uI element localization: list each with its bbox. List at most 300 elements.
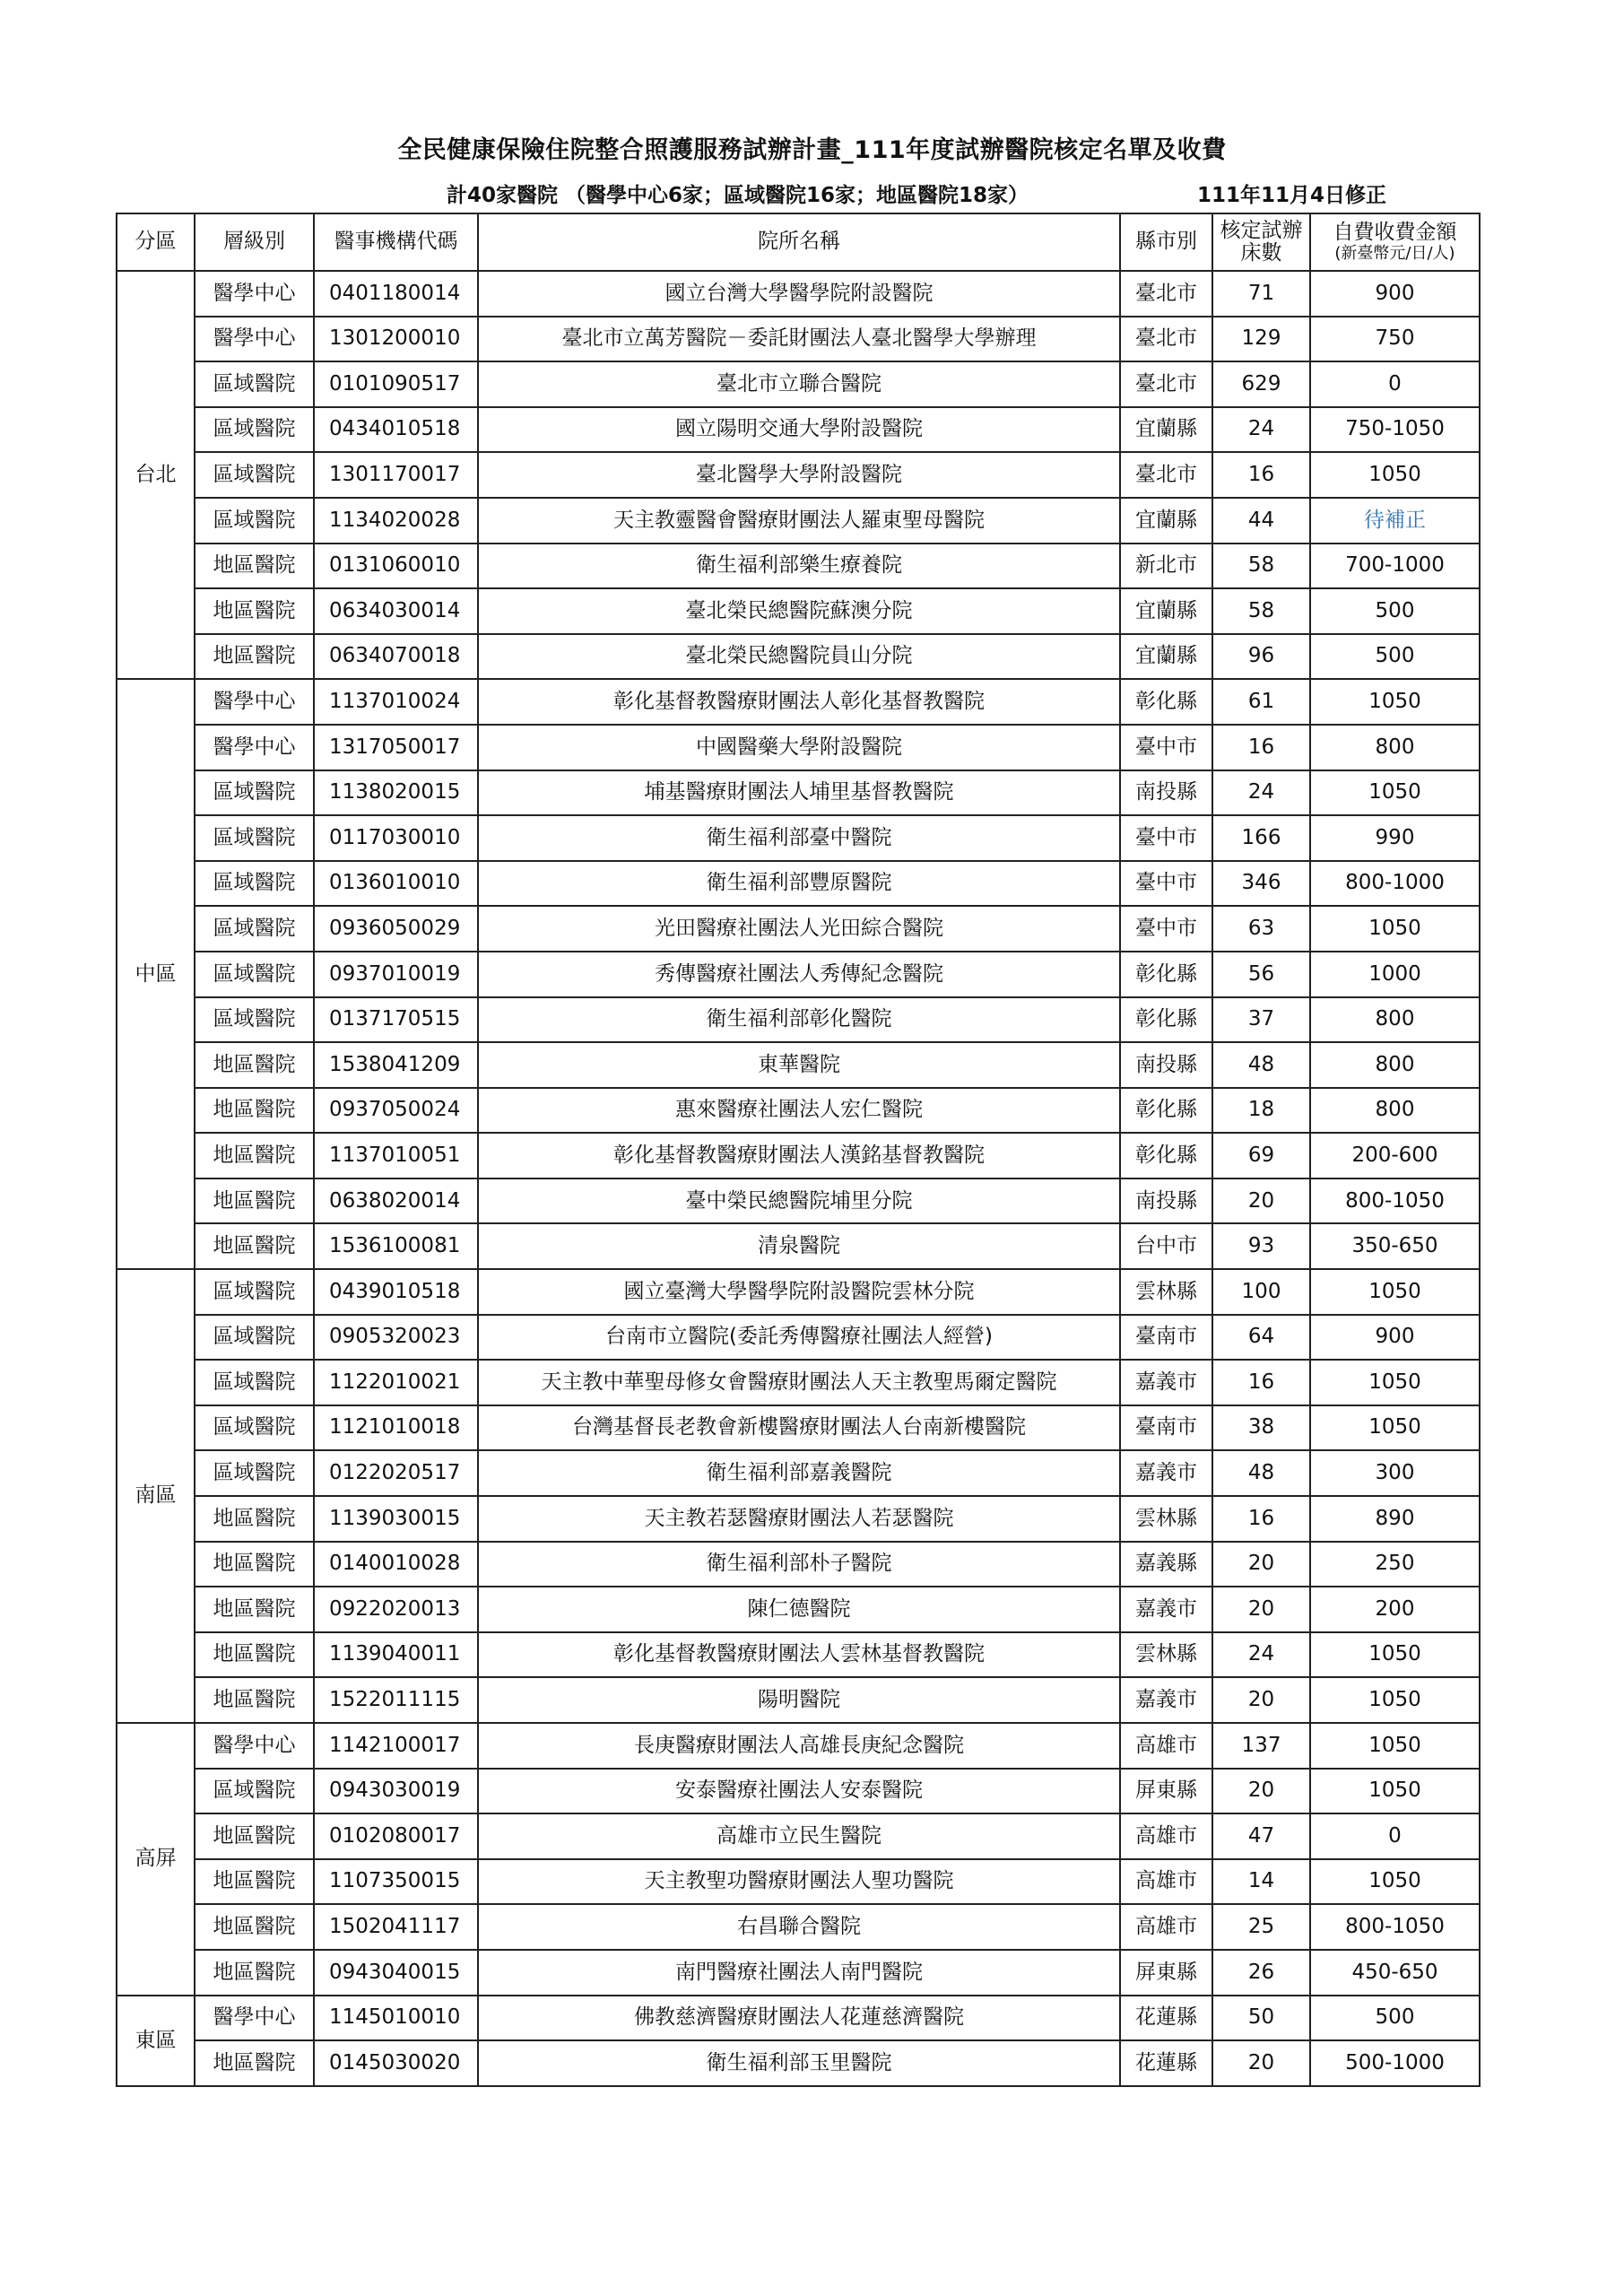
city-cell: 彰化縣 [1120,952,1212,997]
level-cell: 區域醫院 [195,861,314,907]
table-row [117,815,1480,861]
city-cell: 南投縣 [1120,1178,1212,1224]
fee-cell: 450-650 [1310,1950,1480,1996]
fee-cell: 1000 [1310,952,1480,997]
code-cell: 1536100081 [314,1223,478,1269]
beds-cell: 18 [1212,1088,1310,1134]
table-row [117,407,1480,453]
code-cell: 1137010051 [314,1133,478,1178]
code-cell: 1121010018 [314,1405,478,1451]
beds-cell: 16 [1212,1360,1310,1405]
city-cell: 彰化縣 [1120,1088,1212,1134]
hospital-name-cell: 天主教靈醫會醫療財團法人羅東聖母醫院 [478,498,1120,544]
city-cell: 雲林縣 [1120,1269,1212,1315]
hospital-name-cell: 衛生福利部嘉義醫院 [478,1450,1120,1496]
hospital-name-cell: 陳仁德醫院 [478,1587,1120,1632]
level-cell: 區域醫院 [195,1450,314,1496]
city-cell: 嘉義縣 [1120,1542,1212,1587]
fee-cell: 1050 [1310,1769,1480,1814]
level-cell: 地區醫院 [195,1904,314,1950]
level-cell: 區域醫院 [195,1769,314,1814]
fee-cell: 1050 [1310,770,1480,816]
fee-cell: 800 [1310,997,1480,1043]
beds-cell: 93 [1212,1223,1310,1269]
code-cell: 1538041209 [314,1042,478,1088]
hospital-name-cell: 天主教若瑟醫療財團法人若瑟醫院 [478,1496,1120,1542]
hospital-name-cell: 右昌聯合醫院 [478,1904,1120,1950]
hospital-name-cell: 台南市立醫院(委託秀傳醫療社團法人經營) [478,1315,1120,1361]
beds-cell: 58 [1212,588,1310,634]
fee-cell: 200-600 [1310,1133,1480,1178]
fee-cell: 1050 [1310,452,1480,498]
fee-cell: 900 [1310,271,1480,317]
table-row [117,1450,1480,1496]
fee-cell: 500-1000 [1310,2040,1480,2086]
city-cell: 花蓮縣 [1120,2040,1212,2086]
beds-cell: 166 [1212,815,1310,861]
level-cell: 醫學中心 [195,1723,314,1769]
table-row [117,725,1480,770]
fee-cell: 500 [1310,588,1480,634]
code-cell: 0943040015 [314,1950,478,1996]
header-fee-line1: 自費收費金額 [1333,221,1457,245]
beds-cell: 44 [1212,498,1310,544]
table-row [117,1269,1480,1315]
code-cell: 1134020028 [314,498,478,544]
code-cell: 1502041117 [314,1904,478,1950]
beds-cell: 20 [1212,1769,1310,1814]
table-row [117,588,1480,634]
table-row [117,679,1480,725]
level-cell: 區域醫院 [195,407,314,453]
table-row [117,1178,1480,1224]
table-row [117,1723,1480,1769]
hospital-name-cell: 衛生福利部朴子醫院 [478,1542,1120,1587]
table-row [117,1859,1480,1905]
level-cell: 地區醫院 [195,1178,314,1224]
header-level: 層級別 [195,213,314,271]
code-cell: 0137170515 [314,997,478,1043]
code-cell: 0136010010 [314,861,478,907]
header-beds-line1: 核定試辦 [1220,218,1303,242]
level-cell: 地區醫院 [195,544,314,589]
city-cell: 彰化縣 [1120,679,1212,725]
hospital-name-cell: 衛生福利部豐原醫院 [478,861,1120,907]
code-cell: 1301170017 [314,452,478,498]
fee-cell: 990 [1310,815,1480,861]
beds-cell: 24 [1212,1632,1310,1678]
beds-cell: 20 [1212,1677,1310,1723]
code-cell: 1522011115 [314,1677,478,1723]
region-cell: 中區 [117,679,195,1269]
fee-cell: 800-1050 [1310,1904,1480,1950]
page-title: 全民健康保險住院整合照護服務試辦計畫_111年度試辦醫院核定名單及收費 [397,136,1227,164]
fee-cell: 800 [1310,725,1480,770]
city-cell: 南投縣 [1120,770,1212,816]
city-cell: 雲林縣 [1120,1496,1212,1542]
city-cell: 臺北市 [1120,317,1212,362]
city-cell: 高雄市 [1120,1904,1212,1950]
fee-cell: 200 [1310,1587,1480,1632]
code-cell: 1139030015 [314,1496,478,1542]
fee-cell: 1050 [1310,1360,1480,1405]
level-cell: 醫學中心 [195,679,314,725]
beds-cell: 100 [1212,1269,1310,1315]
table-row [117,861,1480,907]
fee-cell: 1050 [1310,1677,1480,1723]
code-cell: 0922020013 [314,1587,478,1632]
code-cell: 1122010021 [314,1360,478,1405]
table-row [117,1315,1480,1361]
table-row [117,1360,1480,1405]
beds-cell: 129 [1212,317,1310,362]
hospital-name-cell: 光田醫療社團法人光田綜合醫院 [478,906,1120,952]
fee-cell: 890 [1310,1496,1480,1542]
table-row [117,1950,1480,1996]
city-cell: 南投縣 [1120,1042,1212,1088]
level-cell: 區域醫院 [195,1315,314,1361]
fee-cell: 0 [1310,1813,1480,1859]
code-cell: 0937010019 [314,952,478,997]
hospital-name-cell: 衛生福利部臺中醫院 [478,815,1120,861]
fee-cell: 1050 [1310,1269,1480,1315]
level-cell: 區域醫院 [195,952,314,997]
city-cell: 宜蘭縣 [1120,588,1212,634]
table-row [117,544,1480,589]
table-row [117,1587,1480,1632]
level-cell: 地區醫院 [195,1133,314,1178]
beds-cell: 24 [1212,770,1310,816]
table-row [117,1133,1480,1178]
hospital-name-cell: 臺北榮民總醫院蘇澳分院 [478,588,1120,634]
beds-cell: 25 [1212,1904,1310,1950]
table-header-row [117,213,1480,271]
table-row [117,1405,1480,1451]
hospital-name-cell: 長庚醫療財團法人高雄長庚紀念醫院 [478,1723,1120,1769]
beds-cell: 14 [1212,1859,1310,1905]
fee-cell: 900 [1310,1315,1480,1361]
code-cell: 0101090517 [314,361,478,407]
level-cell: 地區醫院 [195,1950,314,1996]
table-row [117,1769,1480,1814]
code-cell: 0102080017 [314,1813,478,1859]
fee-cell: 800 [1310,1042,1480,1088]
level-cell: 地區醫院 [195,1542,314,1587]
level-cell: 地區醫院 [195,588,314,634]
hospital-name-cell: 衛生福利部玉里醫院 [478,2040,1120,2086]
fee-cell: 700-1000 [1310,544,1480,589]
hospital-name-cell: 天主教聖功醫療財團法人聖功醫院 [478,1859,1120,1905]
table-row [117,271,1480,317]
hospital-name-cell: 惠來醫療社團法人宏仁醫院 [478,1088,1120,1134]
city-cell: 高雄市 [1120,1723,1212,1769]
level-cell: 地區醫院 [195,1496,314,1542]
table-row [117,1996,1480,2041]
code-cell: 0937050024 [314,1088,478,1134]
code-cell: 0943030019 [314,1769,478,1814]
hospital-name-cell: 臺北市立聯合醫院 [478,361,1120,407]
fee-cell: 300 [1310,1450,1480,1496]
city-cell: 屏東縣 [1120,1950,1212,1996]
beds-cell: 16 [1212,452,1310,498]
level-cell: 地區醫院 [195,634,314,680]
fee-cell: 750-1050 [1310,407,1480,453]
level-cell: 醫學中心 [195,1996,314,2041]
city-cell: 臺中市 [1120,725,1212,770]
table-row [117,1088,1480,1134]
table-row [117,1223,1480,1269]
city-cell: 雲林縣 [1120,1632,1212,1678]
beds-cell: 24 [1212,407,1310,453]
level-cell: 醫學中心 [195,271,314,317]
level-cell: 區域醫院 [195,815,314,861]
city-cell: 嘉義市 [1120,1360,1212,1405]
city-cell: 花蓮縣 [1120,1996,1212,2041]
table-row [117,317,1480,362]
table-row [117,498,1480,544]
beds-cell: 20 [1212,1178,1310,1224]
table-row [117,952,1480,997]
revision-date: 111年11月4日修正 [1197,184,1387,207]
header-beds [1212,213,1310,271]
table-row [117,997,1480,1043]
hospital-name-cell: 安泰醫療社團法人安泰醫院 [478,1769,1120,1814]
hospital-name-cell: 衛生福利部樂生療養院 [478,544,1120,589]
code-cell: 0634030014 [314,588,478,634]
beds-cell: 48 [1212,1042,1310,1088]
code-cell: 0638020014 [314,1178,478,1224]
table-row [117,634,1480,680]
level-cell: 地區醫院 [195,1859,314,1905]
header-name: 院所名稱 [478,213,1120,271]
level-cell: 區域醫院 [195,452,314,498]
city-cell: 新北市 [1120,544,1212,589]
hospital-name-cell: 埔基醫療財團法人埔里基督教醫院 [478,770,1120,816]
code-cell: 0122020517 [314,1450,478,1496]
city-cell: 臺中市 [1120,906,1212,952]
city-cell: 宜蘭縣 [1120,407,1212,453]
fee-cell: 750 [1310,317,1480,362]
beds-cell: 50 [1212,1996,1310,2041]
hospital-name-cell: 彰化基督教醫療財團法人雲林基督教醫院 [478,1632,1120,1678]
header-code: 醫事機構代碼 [314,213,478,271]
hospital-name-cell: 天主教中華聖母修女會醫療財團法人天主教聖馬爾定醫院 [478,1360,1120,1405]
code-cell: 1317050017 [314,725,478,770]
level-cell: 地區醫院 [195,1677,314,1723]
code-cell: 1138020015 [314,770,478,816]
table-row [117,452,1480,498]
beds-cell: 629 [1212,361,1310,407]
table-body [117,271,1480,2086]
fee-cell: 350-650 [1310,1223,1480,1269]
fee-cell: 1050 [1310,906,1480,952]
header-city: 縣市別 [1120,213,1212,271]
fee-cell: 待補正 [1310,498,1480,544]
fee-cell: 1050 [1310,1405,1480,1451]
table-row [117,1904,1480,1950]
beds-cell: 20 [1212,1542,1310,1587]
beds-cell: 16 [1212,1496,1310,1542]
beds-cell: 96 [1212,634,1310,680]
region-cell: 東區 [117,1996,195,2086]
hospital-name-cell: 台灣基督長老教會新樓醫療財團法人台南新樓醫院 [478,1405,1120,1451]
table-row [117,2040,1480,2086]
table-row [117,1042,1480,1088]
level-cell: 地區醫院 [195,1088,314,1134]
beds-cell: 71 [1212,271,1310,317]
hospital-name-cell: 中國醫藥大學附設醫院 [478,725,1120,770]
beds-cell: 38 [1212,1405,1310,1451]
code-cell: 0634070018 [314,634,478,680]
level-cell: 醫學中心 [195,725,314,770]
beds-cell: 48 [1212,1450,1310,1496]
region-cell: 台北 [117,271,195,679]
level-cell: 區域醫院 [195,498,314,544]
hospital-name-cell: 臺北醫學大學附設醫院 [478,452,1120,498]
level-cell: 區域醫院 [195,1405,314,1451]
code-cell: 0145030020 [314,2040,478,2086]
fee-cell: 250 [1310,1542,1480,1587]
beds-cell: 69 [1212,1133,1310,1178]
beds-cell: 47 [1212,1813,1310,1859]
hospital-name-cell: 清泉醫院 [478,1223,1120,1269]
code-cell: 1137010024 [314,679,478,725]
city-cell: 嘉義市 [1120,1677,1212,1723]
hospital-name-cell: 高雄市立民生醫院 [478,1813,1120,1859]
header-beds-line2: 床數 [1240,241,1282,265]
level-cell: 醫學中心 [195,317,314,362]
hospital-name-cell: 彰化基督教醫療財團法人漢銘基督教醫院 [478,1133,1120,1178]
beds-cell: 16 [1212,725,1310,770]
city-cell: 臺北市 [1120,361,1212,407]
hospital-count-summary: 計40家醫院 （醫學中心6家；區域醫院16家；地區醫院18家） [447,184,1029,207]
header-fee-line2: (新臺幣元/日/人) [1334,243,1455,263]
fee-cell: 800-1000 [1310,861,1480,907]
city-cell: 高雄市 [1120,1813,1212,1859]
code-cell: 0936050029 [314,906,478,952]
hospital-name-cell: 臺中榮民總醫院埔里分院 [478,1178,1120,1224]
code-cell: 0439010518 [314,1269,478,1315]
city-cell: 台中市 [1120,1223,1212,1269]
code-cell: 0140010028 [314,1542,478,1587]
beds-cell: 58 [1212,544,1310,589]
code-cell: 1139040011 [314,1632,478,1678]
hospital-table [116,213,1481,2087]
hospital-name-cell: 國立臺灣大學醫學院附設醫院雲林分院 [478,1269,1120,1315]
level-cell: 區域醫院 [195,997,314,1043]
code-cell: 1107350015 [314,1859,478,1905]
hospital-name-cell: 南門醫療社團法人南門醫院 [478,1950,1120,1996]
region-cell: 高屏 [117,1723,195,1996]
level-cell: 區域醫院 [195,770,314,816]
fee-cell: 0 [1310,361,1480,407]
beds-cell: 20 [1212,1587,1310,1632]
table-row [117,1632,1480,1678]
table-row [117,1542,1480,1587]
hospital-name-cell: 秀傳醫療社團法人秀傳紀念醫院 [478,952,1120,997]
level-cell: 區域醫院 [195,1360,314,1405]
beds-cell: 64 [1212,1315,1310,1361]
code-cell: 0434010518 [314,407,478,453]
fee-cell: 1050 [1310,679,1480,725]
city-cell: 宜蘭縣 [1120,498,1212,544]
hospital-name-cell: 陽明醫院 [478,1677,1120,1723]
fee-cell: 1050 [1310,1859,1480,1905]
code-cell: 1145010010 [314,1996,478,2041]
city-cell: 彰化縣 [1120,1133,1212,1178]
beds-cell: 26 [1212,1950,1310,1996]
hospital-name-cell: 臺北榮民總醫院員山分院 [478,634,1120,680]
beds-cell: 56 [1212,952,1310,997]
header-fee [1310,213,1480,271]
table-row [117,1813,1480,1859]
beds-cell: 61 [1212,679,1310,725]
level-cell: 地區醫院 [195,1587,314,1632]
city-cell: 臺北市 [1120,452,1212,498]
code-cell: 0131060010 [314,544,478,589]
beds-cell: 20 [1212,2040,1310,2086]
table-row [117,1496,1480,1542]
header-region: 分區 [117,213,195,271]
city-cell: 臺南市 [1120,1405,1212,1451]
city-cell: 臺中市 [1120,815,1212,861]
level-cell: 區域醫院 [195,906,314,952]
hospital-name-cell: 衛生福利部彰化醫院 [478,997,1120,1043]
city-cell: 臺南市 [1120,1315,1212,1361]
fee-cell: 500 [1310,634,1480,680]
hospital-name-cell: 佛教慈濟醫療財團法人花蓮慈濟醫院 [478,1996,1120,2041]
level-cell: 地區醫院 [195,1813,314,1859]
city-cell: 宜蘭縣 [1120,634,1212,680]
beds-cell: 37 [1212,997,1310,1043]
city-cell: 彰化縣 [1120,997,1212,1043]
table-row [117,906,1480,952]
code-cell: 0401180014 [314,271,478,317]
table-row [117,770,1480,816]
city-cell: 嘉義市 [1120,1450,1212,1496]
code-cell: 1142100017 [314,1723,478,1769]
level-cell: 地區醫院 [195,1042,314,1088]
code-cell: 0905320023 [314,1315,478,1361]
hospital-name-cell: 臺北市立萬芳醫院－委託財團法人臺北醫學大學辦理 [478,317,1120,362]
fee-cell: 800 [1310,1088,1480,1134]
beds-cell: 63 [1212,906,1310,952]
level-cell: 地區醫院 [195,1223,314,1269]
hospital-name-cell: 國立台灣大學醫學院附設醫院 [478,271,1120,317]
region-cell: 南區 [117,1269,195,1723]
hospital-name-cell: 東華醫院 [478,1042,1120,1088]
table-row [117,1677,1480,1723]
fee-cell: 800-1050 [1310,1178,1480,1224]
fee-cell: 500 [1310,1996,1480,2041]
city-cell: 嘉義市 [1120,1587,1212,1632]
city-cell: 高雄市 [1120,1859,1212,1905]
level-cell: 區域醫院 [195,361,314,407]
table-row [117,361,1480,407]
level-cell: 地區醫院 [195,2040,314,2086]
city-cell: 屏東縣 [1120,1769,1212,1814]
hospital-name-cell: 國立陽明交通大學附設醫院 [478,407,1120,453]
code-cell: 1301200010 [314,317,478,362]
level-cell: 地區醫院 [195,1632,314,1678]
fee-cell: 1050 [1310,1632,1480,1678]
hospital-name-cell: 彰化基督教醫療財團法人彰化基督教醫院 [478,679,1120,725]
beds-cell: 137 [1212,1723,1310,1769]
beds-cell: 346 [1212,861,1310,907]
city-cell: 臺中市 [1120,861,1212,907]
city-cell: 臺北市 [1120,271,1212,317]
level-cell: 區域醫院 [195,1269,314,1315]
